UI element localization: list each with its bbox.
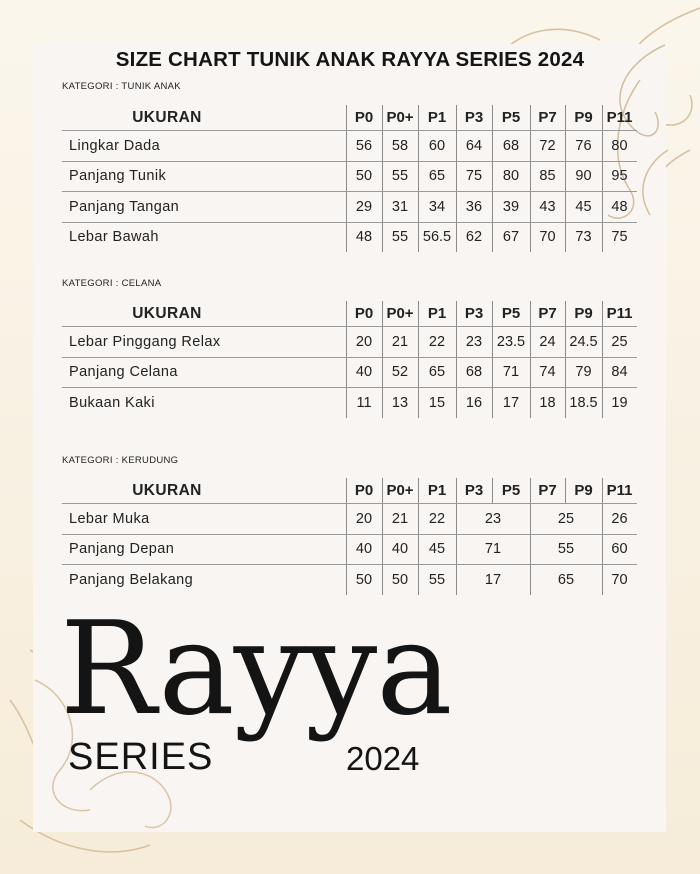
category-label: KATEGORI : TUNIK ANAK (62, 81, 181, 92)
column-divider (530, 535, 531, 565)
column-divider (602, 478, 603, 503)
column-divider (602, 223, 603, 253)
column-divider (602, 162, 603, 192)
measurement-cell: 60 (611, 541, 628, 558)
column-divider (346, 162, 347, 192)
column-divider (602, 327, 603, 357)
measurement-cell: 23.5 (496, 333, 526, 350)
column-divider (530, 504, 531, 534)
category-label: KATEGORI : KERUDUNG (62, 455, 179, 466)
measurement-cell: 74 (539, 364, 556, 381)
table-row (62, 223, 637, 253)
measurement-cell: 85 (539, 168, 556, 185)
measurement-cell: 84 (611, 364, 628, 381)
measurement-cell: 48 (611, 198, 628, 215)
table-header-row (62, 105, 637, 131)
measurement-cell: 39 (502, 198, 520, 215)
row-label: Panjang Tangan (69, 198, 180, 215)
column-divider (492, 131, 493, 161)
header-label: UKURAN (132, 481, 202, 499)
size-header-cell: P7 (538, 109, 557, 126)
header-label: UKURAN (132, 304, 202, 322)
column-divider (382, 192, 383, 222)
size-table (62, 478, 637, 595)
column-divider (492, 301, 493, 326)
column-divider (346, 223, 347, 253)
size-header-cell: P11 (606, 305, 633, 322)
size-header-cell: P0+ (386, 482, 414, 499)
measurement-cell: 56.5 (422, 229, 452, 246)
measurement-cell: 58 (391, 137, 409, 154)
column-divider (565, 192, 566, 222)
measurement-cell: 52 (391, 364, 409, 381)
column-divider (602, 504, 603, 534)
column-divider (456, 565, 457, 595)
column-divider (492, 388, 493, 418)
size-header-cell: P9 (574, 482, 593, 499)
size-header-cell: P9 (574, 109, 593, 126)
measurement-cell: 45 (428, 541, 446, 558)
table-row (62, 565, 637, 595)
column-divider (602, 535, 603, 565)
column-divider (382, 565, 383, 595)
measurement-cell: 90 (575, 168, 592, 185)
column-divider (565, 358, 566, 388)
size-header-cell: P0+ (386, 305, 414, 322)
measurement-cell: 70 (611, 571, 628, 588)
measurement-cell: 55 (391, 168, 409, 185)
measurement-cell: 17 (502, 394, 520, 411)
measurement-cell: 40 (355, 364, 373, 381)
measurement-cell: 34 (428, 198, 446, 215)
row-label: Panjang Tunik (69, 168, 167, 185)
column-divider (382, 358, 383, 388)
column-divider (602, 131, 603, 161)
measurement-cell: 65 (428, 168, 446, 185)
column-divider (565, 162, 566, 192)
column-divider (492, 358, 493, 388)
column-divider (418, 388, 419, 418)
column-divider (456, 192, 457, 222)
measurement-cell: 65 (557, 571, 575, 588)
measurement-cell: 65 (428, 364, 446, 381)
column-divider (346, 478, 347, 503)
measurement-cell: 56 (355, 137, 373, 154)
column-divider (346, 358, 347, 388)
table-row (62, 358, 637, 389)
measurement-cell: 80 (502, 168, 520, 185)
size-header-cell: P9 (574, 305, 593, 322)
size-header-cell: P5 (501, 305, 521, 322)
column-divider (418, 192, 419, 222)
size-header-cell: P0 (354, 482, 374, 499)
column-divider (456, 223, 457, 253)
size-header-cell: P5 (501, 482, 521, 499)
column-divider (456, 388, 457, 418)
measurement-cell: 55 (557, 541, 575, 558)
table-row (62, 192, 637, 223)
header-label: UKURAN (132, 108, 202, 126)
measurement-cell: 55 (428, 571, 446, 588)
measurement-cell: 24.5 (569, 333, 598, 350)
measurement-cell: 22 (428, 333, 446, 350)
size-header-cell: P3 (464, 305, 484, 322)
column-divider (418, 223, 419, 253)
measurement-cell: 71 (484, 541, 502, 558)
column-divider (565, 478, 566, 503)
row-label: Lebar Pinggang Relax (69, 333, 221, 350)
column-divider (346, 504, 347, 534)
column-divider (382, 131, 383, 161)
column-divider (530, 223, 531, 253)
row-label: Lebar Muka (69, 510, 150, 527)
brand-logo-wordmark: Rayya (60, 595, 452, 744)
measurement-cell: 75 (465, 168, 483, 185)
column-divider (565, 388, 566, 418)
row-label: Panjang Celana (69, 364, 178, 381)
column-divider (602, 192, 603, 222)
column-divider (602, 301, 603, 326)
measurement-cell: 73 (575, 229, 592, 246)
measurement-cell: 48 (355, 229, 373, 246)
measurement-cell: 80 (611, 137, 628, 154)
size-header-cell: P0+ (386, 109, 414, 126)
row-label: Lebar Bawah (69, 229, 159, 246)
column-divider (418, 105, 419, 130)
measurement-cell: 71 (502, 364, 520, 381)
size-header-cell: P7 (538, 482, 557, 499)
measurement-cell: 29 (355, 198, 373, 215)
measurement-cell: 26 (611, 510, 628, 527)
measurement-cell: 24 (539, 333, 556, 350)
measurement-cell: 75 (611, 229, 628, 246)
size-header-cell: P7 (538, 305, 557, 322)
measurement-cell: 76 (575, 137, 592, 154)
column-divider (530, 162, 531, 192)
measurement-cell: 18 (539, 394, 556, 411)
column-divider (456, 504, 457, 534)
column-divider (565, 327, 566, 357)
measurement-cell: 21 (391, 510, 409, 527)
column-divider (530, 358, 531, 388)
measurement-cell: 25 (611, 333, 628, 350)
table-row (62, 327, 637, 358)
row-label: Panjang Depan (69, 541, 175, 558)
column-divider (492, 105, 493, 130)
measurement-cell: 79 (575, 364, 592, 381)
column-divider (418, 327, 419, 357)
column-divider (382, 223, 383, 253)
measurement-cell: 72 (539, 137, 556, 154)
measurement-cell: 68 (502, 137, 520, 154)
size-header-cell: P3 (464, 482, 484, 499)
column-divider (565, 131, 566, 161)
measurement-cell: 18.5 (569, 394, 598, 411)
column-divider (492, 162, 493, 192)
column-divider (382, 327, 383, 357)
column-divider (456, 301, 457, 326)
table-row (62, 131, 637, 162)
measurement-cell: 68 (465, 364, 483, 381)
column-divider (418, 565, 419, 595)
size-header-cell: P1 (427, 305, 447, 322)
column-divider (418, 478, 419, 503)
measurement-cell: 70 (539, 229, 556, 246)
size-header-cell: P0 (354, 305, 374, 322)
column-divider (530, 478, 531, 503)
column-divider (418, 358, 419, 388)
measurement-cell: 15 (428, 394, 446, 411)
brand-series-label: SERIES (68, 736, 214, 778)
row-label: Lingkar Dada (69, 137, 161, 154)
column-divider (382, 388, 383, 418)
measurement-cell: 50 (391, 571, 409, 588)
size-header-cell: P5 (501, 109, 521, 126)
column-divider (456, 478, 457, 503)
column-divider (530, 105, 531, 130)
column-divider (418, 301, 419, 326)
column-divider (382, 535, 383, 565)
measurement-cell: 11 (356, 394, 372, 411)
measurement-cell: 40 (355, 541, 373, 558)
column-divider (492, 327, 493, 357)
size-table (62, 105, 637, 252)
category-label: KATEGORI : CELANA (62, 278, 162, 289)
column-divider (346, 565, 347, 595)
measurement-cell: 45 (575, 198, 592, 215)
measurement-cell: 95 (611, 168, 628, 185)
column-divider (456, 535, 457, 565)
measurement-cell: 21 (391, 333, 409, 350)
size-header-cell: P1 (427, 482, 447, 499)
table-header-row (62, 478, 637, 504)
column-divider (346, 131, 347, 161)
column-divider (602, 105, 603, 130)
column-divider (565, 301, 566, 326)
column-divider (382, 162, 383, 192)
measurement-cell: 31 (391, 198, 409, 215)
column-divider (456, 327, 457, 357)
measurement-cell: 36 (465, 198, 483, 215)
column-divider (456, 162, 457, 192)
measurement-cell: 23 (484, 510, 502, 527)
size-header-cell: P1 (427, 109, 447, 126)
column-divider (382, 478, 383, 503)
measurement-cell: 55 (391, 229, 409, 246)
column-divider (346, 535, 347, 565)
table-header-row (62, 301, 637, 327)
measurement-cell: 19 (611, 394, 628, 411)
measurement-cell: 20 (355, 333, 373, 350)
column-divider (418, 504, 419, 534)
column-divider (530, 131, 531, 161)
column-divider (565, 105, 566, 130)
measurement-cell: 17 (484, 571, 502, 588)
column-divider (530, 388, 531, 418)
column-divider (382, 504, 383, 534)
column-divider (492, 192, 493, 222)
measurement-cell: 40 (391, 541, 409, 558)
row-label: Bukaan Kaki (69, 394, 155, 411)
page-title: SIZE CHART TUNIK ANAK RAYYA SERIES 2024 (115, 48, 585, 71)
column-divider (565, 223, 566, 253)
table-row (62, 162, 637, 193)
table-row (62, 504, 637, 535)
column-divider (418, 131, 419, 161)
column-divider (530, 192, 531, 222)
column-divider (346, 327, 347, 357)
column-divider (492, 478, 493, 503)
size-header-cell: P3 (464, 109, 484, 126)
measurement-cell: 43 (539, 198, 556, 215)
size-header-cell: P11 (606, 482, 633, 499)
column-divider (346, 301, 347, 326)
brand-year-label: 2024 (346, 740, 420, 777)
measurement-cell: 60 (428, 137, 446, 154)
column-divider (602, 358, 603, 388)
column-divider (346, 388, 347, 418)
measurement-cell: 25 (557, 510, 575, 527)
measurement-cell: 22 (428, 510, 446, 527)
size-header-cell: P11 (606, 109, 633, 126)
size-table (62, 301, 637, 418)
measurement-cell: 13 (391, 394, 409, 411)
row-label: Panjang Belakang (69, 571, 194, 588)
measurement-cell: 20 (355, 510, 373, 527)
column-divider (418, 535, 419, 565)
column-divider (530, 327, 531, 357)
column-divider (602, 565, 603, 595)
measurement-cell: 64 (465, 137, 483, 154)
column-divider (346, 105, 347, 130)
column-divider (346, 192, 347, 222)
column-divider (456, 131, 457, 161)
measurement-cell: 23 (465, 333, 483, 350)
table-row (62, 388, 637, 418)
column-divider (530, 301, 531, 326)
column-divider (382, 301, 383, 326)
measurement-cell: 50 (355, 571, 373, 588)
measurement-cell: 67 (502, 229, 520, 246)
column-divider (382, 105, 383, 130)
column-divider (456, 105, 457, 130)
column-divider (492, 223, 493, 253)
column-divider (456, 358, 457, 388)
column-divider (418, 162, 419, 192)
column-divider (530, 565, 531, 595)
size-header-cell: P0 (354, 109, 374, 126)
measurement-cell: 50 (355, 168, 373, 185)
table-row (62, 535, 637, 566)
measurement-cell: 62 (465, 229, 483, 246)
column-divider (602, 388, 603, 418)
measurement-cell: 16 (465, 394, 483, 411)
